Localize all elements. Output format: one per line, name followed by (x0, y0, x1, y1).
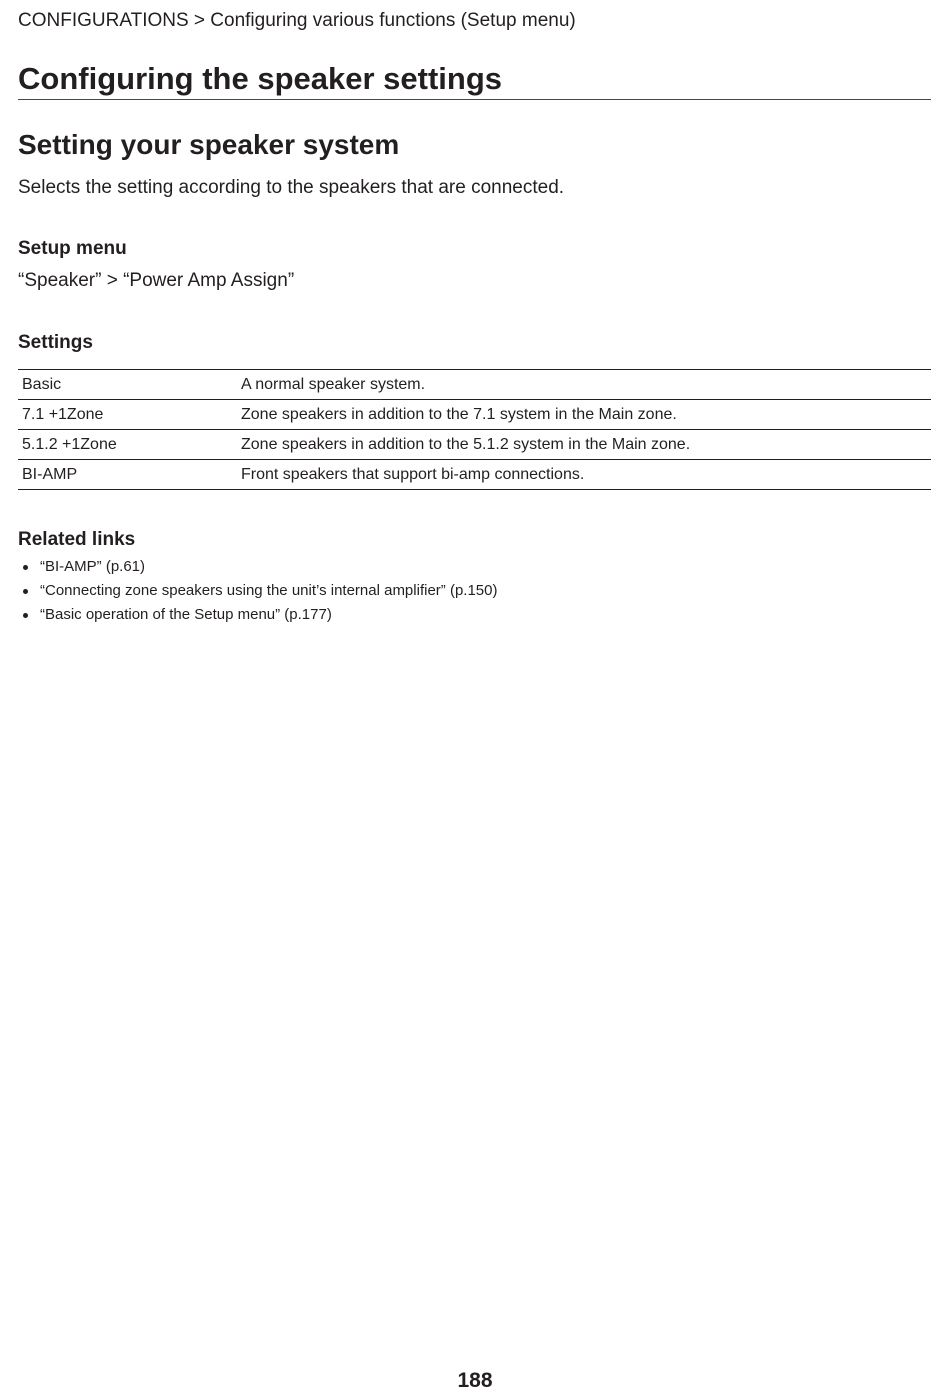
setting-name: 5.1.2 +1Zone (22, 435, 117, 453)
setting-description: Zone speakers in addition to the 5.1.2 system in the Main zone. (241, 435, 691, 453)
related-link[interactable] (18, 579, 497, 603)
bullet-icon (23, 613, 28, 618)
page-title: Configuring the speaker settings (18, 61, 503, 96)
bullet-icon (23, 589, 28, 594)
related-links-heading: Related links (18, 529, 136, 550)
setting-name: 7.1 +1Zone (22, 405, 104, 423)
page-number: 188 (457, 1369, 493, 1392)
setting-name: BI-AMP (22, 465, 78, 483)
related-link[interactable] (18, 555, 497, 579)
section-title: Setting your speaker system (18, 129, 400, 160)
related-link-text[interactable]: “Connecting zone speakers using the unit’s internal amplifier” (p.150) (40, 582, 498, 599)
breadcrumb: CONFIGURATIONS > Configuring various functions (Setup menu) (18, 10, 576, 31)
table-row (18, 400, 931, 430)
setting-description: Zone speakers in addition to the 7.1 system in the Main zone. (241, 405, 677, 423)
setting-description: Front speakers that support bi-amp connections. (241, 465, 585, 483)
setting-description: A normal speaker system. (241, 375, 426, 393)
title-divider (18, 99, 931, 100)
table-row (18, 370, 931, 400)
section-description: Selects the setting according to the speakers that are connected. (18, 177, 565, 198)
settings-table (18, 369, 931, 490)
related-link[interactable] (18, 603, 497, 627)
settings-heading: Settings (18, 332, 93, 353)
setup-menu-heading: Setup menu (18, 238, 127, 259)
related-link-text[interactable]: “Basic operation of the Setup menu” (p.177) (40, 606, 332, 623)
table-row (18, 460, 931, 490)
bullet-icon (23, 565, 28, 570)
table-row (18, 430, 931, 460)
related-links-list (18, 555, 497, 627)
setup-menu-path: “Speaker” > “Power Amp Assign” (18, 270, 295, 291)
setting-name: Basic (22, 375, 62, 393)
related-link-text[interactable]: “BI-AMP” (p.61) (40, 558, 146, 575)
